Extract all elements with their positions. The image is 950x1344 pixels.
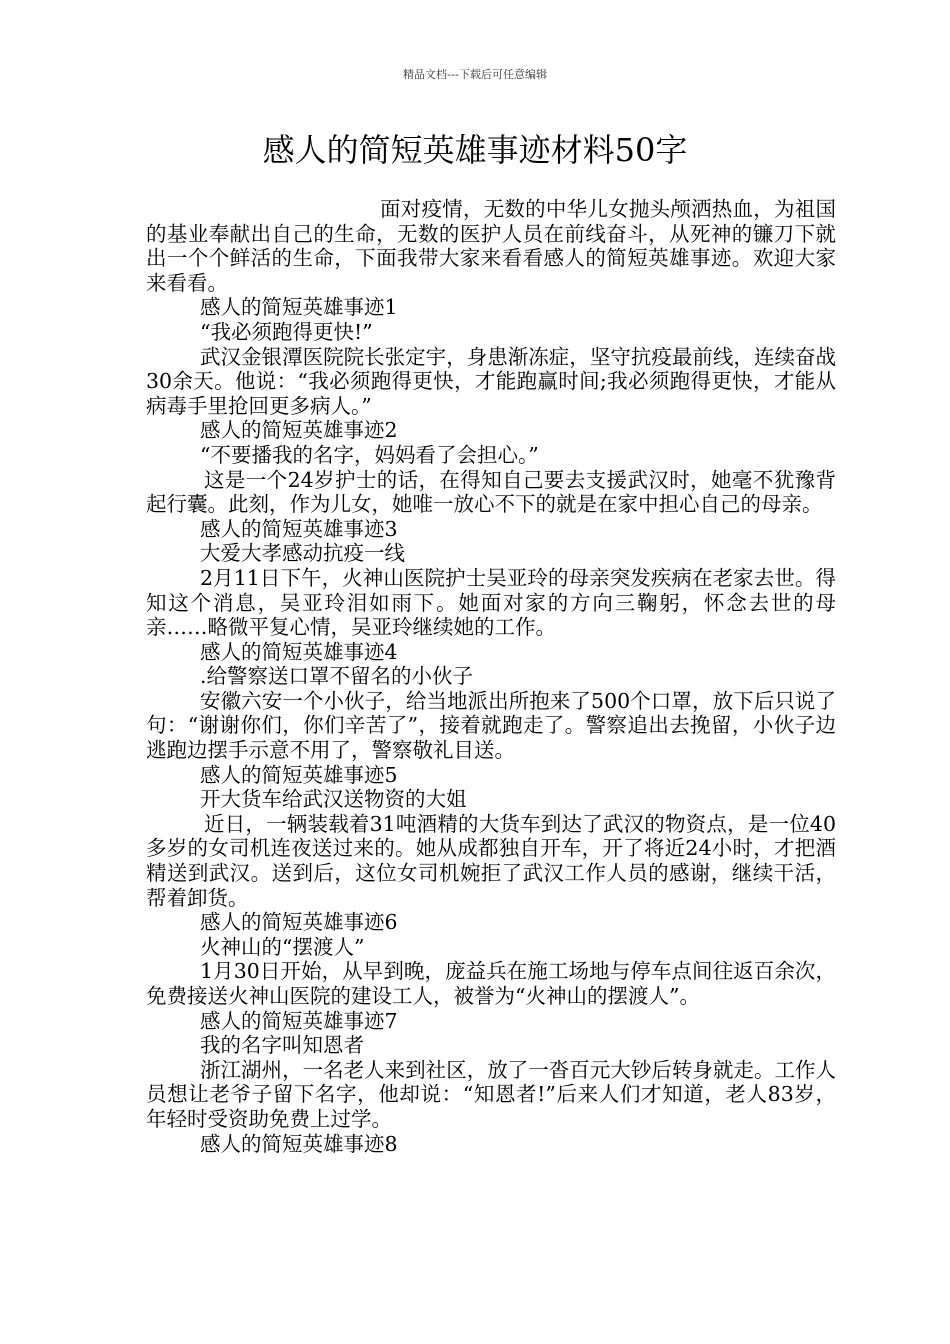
section-5-body: 近日，一辆装载着31吨酒精的大货车到达了武汉的物资点，是一位40多岁的女司机连夜送过来的。她从成都独自开车，开了将近24小时，才把酒精送到武汉。送到后，这位女司机婉拒了武汉工作人员的感谢，继续干活，帮着卸货。: [146, 811, 836, 910]
intro-paragraph: 面对疫情，无数的中华儿女抛头颅洒热血，为祖国的基业奉献出自己的生命，无数的医护人员在前线奋斗，从死神的镰刀下就出一个个鲜活的生命，下面我带大家来看看感人的简短英雄事迹。欢迎大家来看看。: [146, 197, 836, 295]
section-6-subtitle: 火神山的“摆渡人”: [200, 934, 365, 959]
section-4-subtitle: .给警察送口罩不留名的小伙子: [200, 664, 474, 689]
section-5-subtitle: 开大货车给武汉送物资的大姐: [200, 787, 467, 812]
section-7-body: 浙江湖州，一名老人来到社区，放了一沓百元大钞后转身就走。工作人员想让老爷子留下名字，他却说：“知恩者!”后来人们才知道，老人83岁，年轻时受资助免费上过学。: [146, 1057, 836, 1131]
section-4-heading: 感人的简短英雄事迹4: [200, 639, 398, 664]
section-2-subtitle: “不要播我的名字，妈妈看了会担心。”: [200, 442, 539, 467]
section-3-subtitle: 大爱大孝感动抗疫一线: [200, 541, 405, 566]
section-7-heading: 感人的简短英雄事迹7: [200, 1008, 398, 1033]
section-7-subtitle: 我的名字叫知恩者: [200, 1033, 364, 1058]
section-4-body: 安徽六安一个小伙子，给当地派出所抱来了500个口罩，放下后只说了句：“谢谢你们，你们辛苦了”，接着就跑走了。警察追出去挽留，小伙子边逃跑边摆手示意不用了，警察敬礼目送。: [146, 688, 836, 763]
document-title: 感人的简短英雄事迹材料50字: [262, 131, 688, 169]
section-1-heading: 感人的简短英雄事迹1: [200, 295, 398, 320]
section-6-body: 1月30日开始，从早到晚，庞益兵在施工场地与停车点间往返百余次，免费接送火神山医院的建设工人，被誉为“火神山的摆渡人”。: [146, 959, 836, 1008]
section-3-heading: 感人的简短英雄事迹3: [200, 516, 398, 541]
section-2-body: 这是一个24岁护士的话，在得知自己要去支援武汉时，她毫不犹豫背起行囊。此刻，作为儿女，她唯一放心不下的就是在家中担心自己的母亲。: [146, 467, 836, 517]
section-2-heading: 感人的简短英雄事迹2: [200, 418, 398, 443]
section-6-heading: 感人的简短英雄事迹6: [200, 910, 398, 935]
section-1-body: 武汉金银潭医院院长张定宇，身患渐冻症，坚守抗疫最前线，连续奋战30余天。他说：“我必须跑得更快，才能跑赢时间;我必须跑得更快，才能从病毒手里抢回更多病人。”: [146, 344, 836, 418]
page-header: 精品文档---下载后可任意编辑: [403, 68, 547, 81]
section-5-heading: 感人的简短英雄事迹5: [200, 762, 398, 787]
section-3-body: 2月11日下午，火神山医院护士吴亚玲的母亲突发疾病在老家去世。得知这个消息，吴亚玲泪如雨下。她面对家的方向三鞠躬，怀念去世的母亲……略微平复心情，吴亚玲继续她的工作。: [146, 565, 836, 640]
section-8-heading: 感人的简短英雄事迹8: [200, 1131, 398, 1156]
document-body: [146, 197, 836, 1156]
section-1-subtitle: “我必须跑得更快!”: [200, 319, 373, 344]
